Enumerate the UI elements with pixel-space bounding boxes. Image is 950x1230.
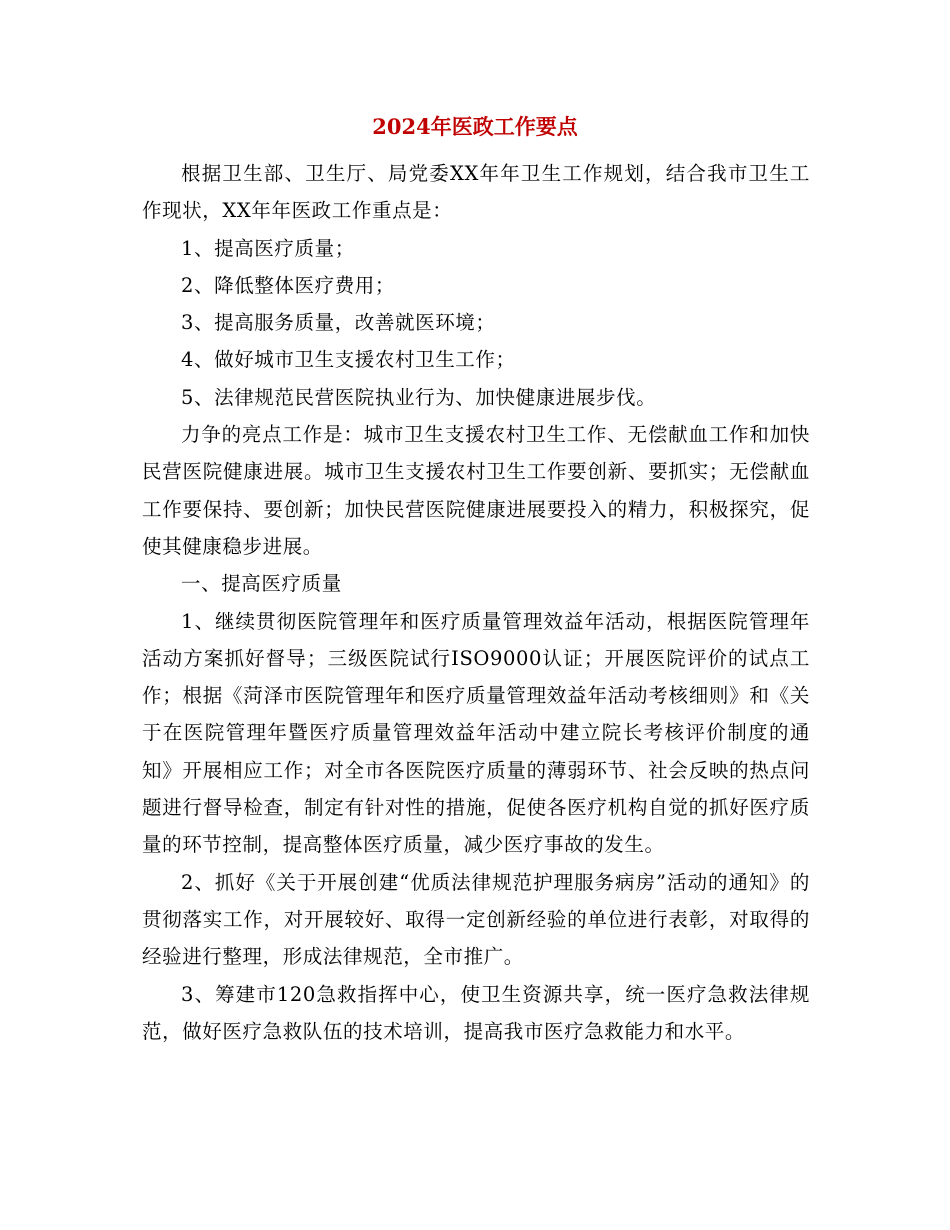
section-heading-1: 一、提高医疗质量 xyxy=(181,572,342,596)
section-1-item-1: 1、继续贯彻医院管理年和医疗质量管理效益年活动，根据医院管理年活动方案抓好督导；三级医院试行ISO9000认证；开展医院评价的试点工作；根据《菏泽市医院管理年和医疗质量管理效益年活动考核细则》和《关于在医院管理年暨医疗质量管理效益年活动中建立院长考核评价制度的通知》开展相应工作；对全市各医院医疗质量的薄弱环节、社会反映的热点问题进行督导检查，制定有针对性的措施，促使各医疗机构自觉的抓好医疗质量的环节控制，提高整体医疗质量，减少医疗事故的发生。 xyxy=(142,609,810,857)
document-body xyxy=(142,155,810,1050)
key-point-3: 3、提高服务质量，改善就医环境； xyxy=(181,311,496,335)
key-point-4: 4、做好城市卫生支援农村卫生工作； xyxy=(181,348,516,372)
section-1-item-2: 2、抓好《关于开展创建“优质法律规范护理服务病房”活动的通知》的贯彻落实工作，对开展较好、取得一定创新经验的单位进行表彰，对取得的经验进行整理，形成法律规范，全市推广。 xyxy=(142,870,810,969)
key-point-2: 2、降低整体医疗费用； xyxy=(181,273,396,297)
highlights-paragraph: 力争的亮点工作是：城市卫生支援农村卫生工作、无偿献血工作和加快民营医院健康进展。城市卫生支援农村卫生工作要创新、要抓实；无偿献血工作要保持、要创新；加快民营医院健康进展要投入的精力，积极探究，促使其健康稳步进展。 xyxy=(142,423,810,558)
key-point-1: 1、提高医疗质量； xyxy=(181,236,355,260)
key-point-5: 5、法律规范民营医院执业行为、加快健康进展步伐。 xyxy=(181,385,657,409)
section-1-item-3: 3、筹建市120急救指挥中心，使卫生资源共享，统一医疗急救法律规范，做好医疗急救队伍的技术培训，提高我市医疗急救能力和水平。 xyxy=(142,982,810,1043)
document-title: 2024年医政工作要点 xyxy=(372,114,578,139)
intro-paragraph: 根据卫生部、卫生厅、局党委XX年年卫生工作规划，结合我市卫生工作现状，XX年年医政工作重点是： xyxy=(142,162,810,223)
